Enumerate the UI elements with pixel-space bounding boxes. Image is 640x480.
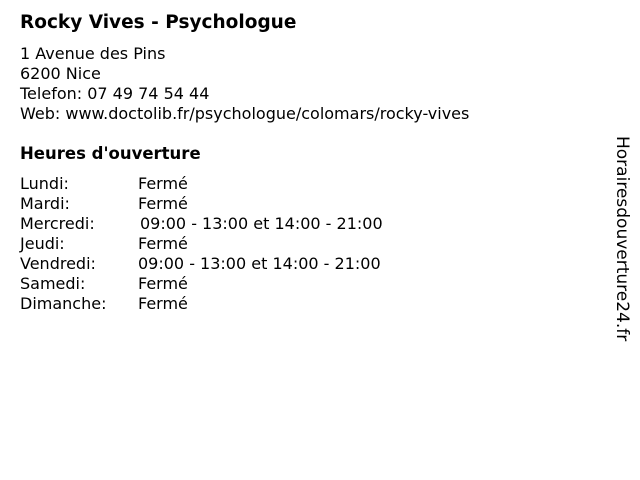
day-hours: 09:00 - 13:00 et 14:00 - 21:00 [138,254,381,273]
page-title: Rocky Vives - Psychologue [20,12,297,33]
day-hours: Fermé [138,294,188,313]
address-block [20,44,469,124]
day-label: Vendredi: [20,254,96,273]
day-hours: Fermé [138,174,188,193]
day-hours: Fermé [138,194,188,213]
phone-line: Telefon: 07 49 74 54 44 [20,84,210,103]
day-label: Mardi: [20,194,70,213]
day-label: Dimanche: [20,294,107,313]
hours-row-friday [20,254,383,274]
hours-row-sunday [20,294,383,314]
hours-row-monday [20,174,383,194]
day-label: Samedi: [20,274,86,293]
hours-row-saturday [20,274,383,294]
hours-row-wednesday [20,214,383,234]
day-label: Lundi: [20,174,69,193]
site-watermark: Horairesdouverture24.fr [612,136,632,342]
street-address: 1 Avenue des Pins [20,44,166,63]
day-label: Mercredi: [20,214,95,233]
day-hours: Fermé [138,274,188,293]
day-hours: Fermé [138,234,188,253]
hours-row-thursday [20,234,383,254]
opening-hours-heading: Heures d'ouverture [20,144,201,163]
hours-row-tuesday [20,194,383,214]
opening-hours-table [20,174,383,314]
city-line: 6200 Nice [20,64,101,83]
day-label: Jeudi: [20,234,65,253]
day-hours: 09:00 - 13:00 et 14:00 - 21:00 [140,214,383,233]
website-line: Web: www.doctolib.fr/psychologue/colomars/rocky-vives [20,104,470,123]
